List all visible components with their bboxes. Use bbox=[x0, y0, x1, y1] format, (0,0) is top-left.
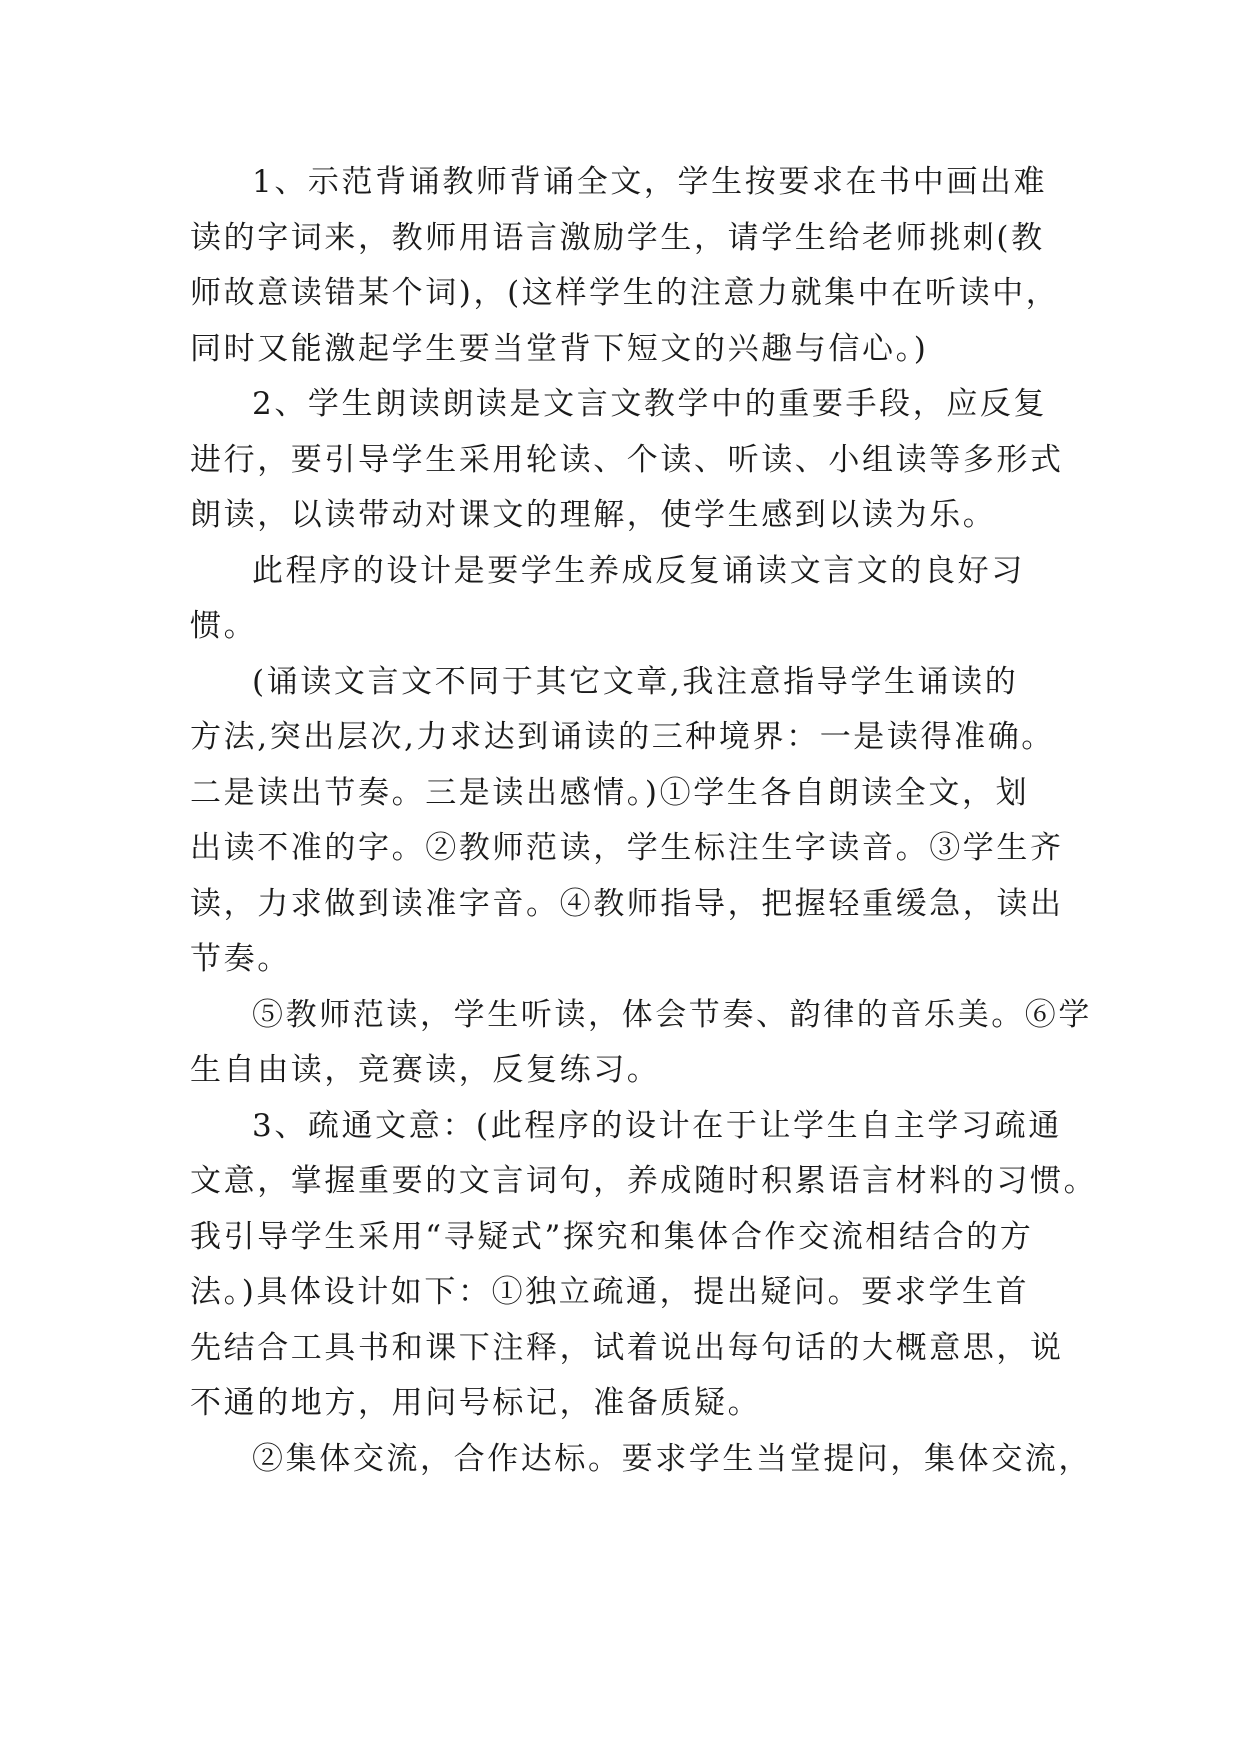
text-line: 朗读，以读带动对课文的理解，使学生感到以读为乐。 bbox=[190, 497, 997, 533]
text-line: 方法,突出层次,力求达到诵读的三种境界：一是读得准确。 bbox=[190, 719, 1055, 755]
paragraph-understanding-meaning bbox=[190, 1099, 1098, 1432]
text-line: 3、疏通文意：(此程序的设计在于让学生自主学习疏通 bbox=[252, 1107, 1062, 1144]
text-line: 1、示范背诵教师背诵全文，学生按要求在书中画出难 bbox=[252, 164, 1048, 200]
text-line: 文意，掌握重要的文言词句，养成随时积累语言材料的习惯。 bbox=[190, 1163, 1098, 1199]
text-line: ②集体交流，合作达标。要求学生当堂提问，集体交流， bbox=[252, 1440, 1092, 1477]
text-line: 法。)具体设计如下：①独立疏通，提出疑问。要求学生首 bbox=[190, 1274, 1030, 1310]
paragraph-recitation-demo bbox=[190, 155, 1060, 377]
text-line: 此程序的设计是要学生养成反复诵读文言文的良好习 bbox=[252, 552, 1025, 589]
text-line: 生自由读，竞赛读，反复练习。 bbox=[190, 1052, 661, 1088]
paragraph-reading-method bbox=[190, 655, 1064, 988]
text-line: ⑤教师范读，学生听读，体会节奏、韵律的音乐美。⑥学 bbox=[252, 996, 1092, 1033]
text-line: 读的字词来，教师用语言激励学生，请学生给老师挑刺(教 bbox=[190, 219, 1045, 256]
paragraph-student-reading bbox=[190, 377, 1064, 544]
text-line: (诵读文言文不同于其它文章,我注意指导学生诵读的 bbox=[252, 663, 1019, 700]
paragraph-rhythm-practice bbox=[190, 988, 1092, 1099]
text-line: 2、学生朗读朗读是文言文教学中的重要手段，应反复 bbox=[252, 386, 1048, 422]
text-line: 进行，要引导学生采用轮读、个读、听读、小组读等多形式 bbox=[190, 441, 1064, 478]
text-line: 不通的地方，用问号标记，准备质疑。 bbox=[190, 1385, 762, 1421]
text-line: 同时又能激起学生要当堂背下短文的兴趣与信心。) bbox=[190, 330, 929, 367]
text-line: 我引导学生采用“寻疑式”探究和集体合作交流相结合的方 bbox=[190, 1218, 1034, 1255]
paragraph-group-exchange bbox=[190, 1432, 1092, 1488]
text-line: 二是读出节奏。三是读出感情。)①学生各自朗读全文，划 bbox=[190, 774, 1030, 811]
text-line: 出读不准的字。②教师范读，学生标注生字读音。③学生齐 bbox=[190, 830, 1064, 866]
text-line: 师故意读错某个词)，(这样学生的注意力就集中在听读中， bbox=[190, 275, 1060, 311]
text-line: 惯。 bbox=[190, 608, 258, 644]
document-body bbox=[190, 155, 1098, 1487]
text-line: 先结合工具书和课下注释，试着说出每句话的大概意思，说 bbox=[190, 1329, 1064, 1366]
text-line: 读，力求做到读准字音。④教师指导，把握轻重缓急，读出 bbox=[190, 885, 1064, 922]
paragraph-design-purpose bbox=[190, 544, 1060, 655]
text-line: 节奏。 bbox=[190, 941, 291, 977]
